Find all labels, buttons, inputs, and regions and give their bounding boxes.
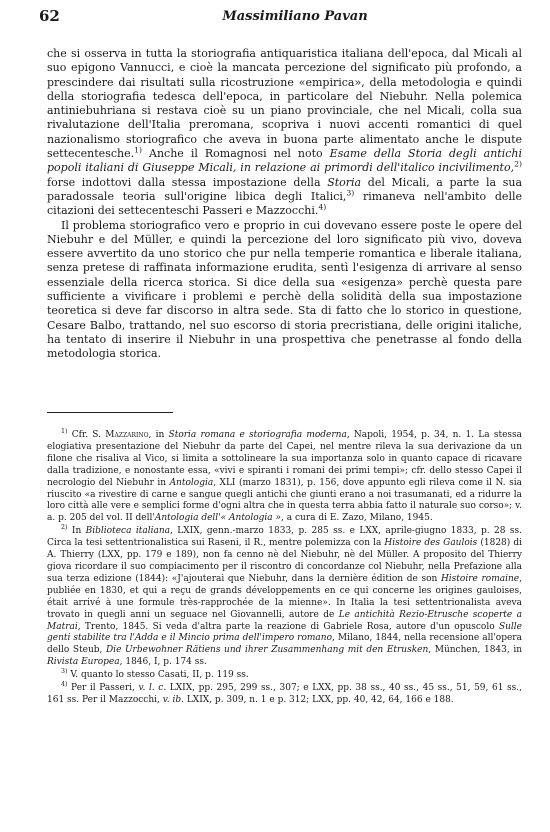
footnote-ref-2: 2) (514, 159, 522, 169)
footnotes (47, 430, 522, 708)
footnote-2: $^{2)}$ In Biblioteca italiana, LXIX, genn.-marzo 1833, p. 285 ss. e LXX, aprile-giugno 1833, p. 28 ss. Circa la tesi settentrionalistica sui Raseni, il R., mentre polemizza con la Histoire des Gaulois (1828) di A. Thierry (LXX, pp. 179 e 189), non fa cenno nè del Niebuhr, nè del Müller. A proposito del Thierry giova ricordare il suo compiacimento per il riscontro di concordanze col Niebuhr, nella Prefazione alla sua terza edizione (1844): «J'ajouterai que Niebuhr, dans la dernière édition de son Histoire romaine, publiée en 1830, et qui a reçu de grands développements en ce qui concerne les origines gauloises, était arrivé à une formule très-rapprochée de la mienne». In Italia la tesi settentrionalista aveva trovato in quegli anni un seguace nel Giovannelli, autore de Le antichità Rezio-Etrusche scoperte a Matrai, Trento, 1845. Si veda d'altra parte la reazione di Gabriele Rosa, autore d'un opuscolo Sulle genti stabilite tra l'Adda e il Mincio prima dell'impero romano, Milano, 1844, nella recensione all'opera dello Steub, Die Urbewohner Rätiens und ihrer Zusammenhang mit den Etrusken, München, 1843, in Rivista Europea, 1846, I, p. 174 ss. (47, 524, 522, 668)
footnote-1: $^{1)}$ Cfr. S. Mazzarino, in Storia romana e storiografia moderna, Napoli, 1954, p. 34, n. 1. La stessa elogiativa presentazione del Niebuhr da parte del Capei, nel mentre rileva la sua derivazione da un filone che risaliva al Vico, si limita a sottolineare la sua importanza solo in quanto capace di ricavare dalla tradizione, e nonostante essa, «vivi e spiranti i romani dei primi tempi»; cfr. dello stesso Capei il necrologio del Niebuhr in Antologia, XLI (marzo 1831), p. 156, dove appunto egli rileva come il N. sia riuscito «a rivestire di carne e sangue quegli antichi che giunti erano a noi trasumanati, ed a ridurre la loro città alle vere e semplici forme d'ogni altra che in questa terra abbia fatto il naturale suo corso»; v. a. p. 205 del vol. II dell'Antologia dell'« Antologia », a cura di E. Zazo, Milano, 1945. (47, 428, 523, 524)
page-number: 62 (39, 7, 60, 25)
footnote-separator (47, 412, 173, 413)
footnote-4: $^{4)}$ Per il Passeri, v. l. c. LXIX, pp. 295, 299 ss., 307; e LXX, pp. 38 ss., 40 ss., 45 ss., 51, 59, 61 ss., 161 ss. Per il Mazzocchi, v. ib. LXIX, p. 309, n. 1 e p. 312; LXX, pp. 40, 42, 64, 166 e 188. (47, 681, 522, 705)
running-head: Massimiliano Pavan (222, 9, 368, 24)
footnote-3: $^{3)}$ V. quanto lo stesso Casati, II, p. 119 ss. (61, 668, 249, 681)
paragraph-2: Il problema storiografico vero e proprio in cui dovevano essere poste le opere del Niebuhr e del Müller, e quindi la percezione del loro significato più vivo, doveva essere avvertito da uno storico che pur nella temperie romantica e liberale italiana, senza pretese di raffinata informazione erudita, sentì l'esigenza di arrivare al senso essenziale della ricerca storica. Si dice della sua «esigenza» perchè questa pare sufficiente a vivificare i problemi e perchè della solidità della sua impostazione teoretica si deve far discorso in altra sede. Sta di fatto che lo storico in questione, Cesare Balbo, trattando, nel suo escorso di storia precristiana, delle origini italiche, ha tentato di inserire il Niebuhr in una prospettiva che penetrasse al fondo della metodologia storica. (47, 218, 522, 361)
footnote-ref-3: 3) (346, 188, 355, 198)
footnote-ref-4: 4) (318, 202, 327, 212)
paragraph-1: che si osserva in tutta la storiografia antiquaristica italiana dell'epoca, dal Micali al suo epigono Vannucci, e cioè la mancata percezione del significato più profondo, a prescindere dai risultati sulla ricostruzione «empirica», della metodologia e quindi della storiografia tedesca dell'epoca, in particolare del Niebuhr. Nella polemica antiniebuhriana si restava cioè su un piano provinciale, che nel Micali, colla sua rivalutazione dell'Italia preromana, scopriva i nuovi accenti romantici di quel nazionalismo storiografico che aveva in buona parte alimentato anche le dispute settecentesche.$^{1)}$ Anche il Romagnosi nel noto Esame della Storia degli antichi popoli italiani di Giuseppe Micali, in relazione ai primordi dell'italico incivilimento,$^{2)}$ forse indottovi dalla stessa impostazione della Storia del Micali, a parte la sua paradossale teoria sull'origine libica degli Italici,$^{3)}$ rimaneva nell'ambito delle citazioni dei settecenteschi Passeri e Mazzocchi.$^{4)}$ (47, 47, 523, 218)
footnote-ref-1: 1) (134, 145, 142, 155)
main-text (47, 47, 522, 362)
